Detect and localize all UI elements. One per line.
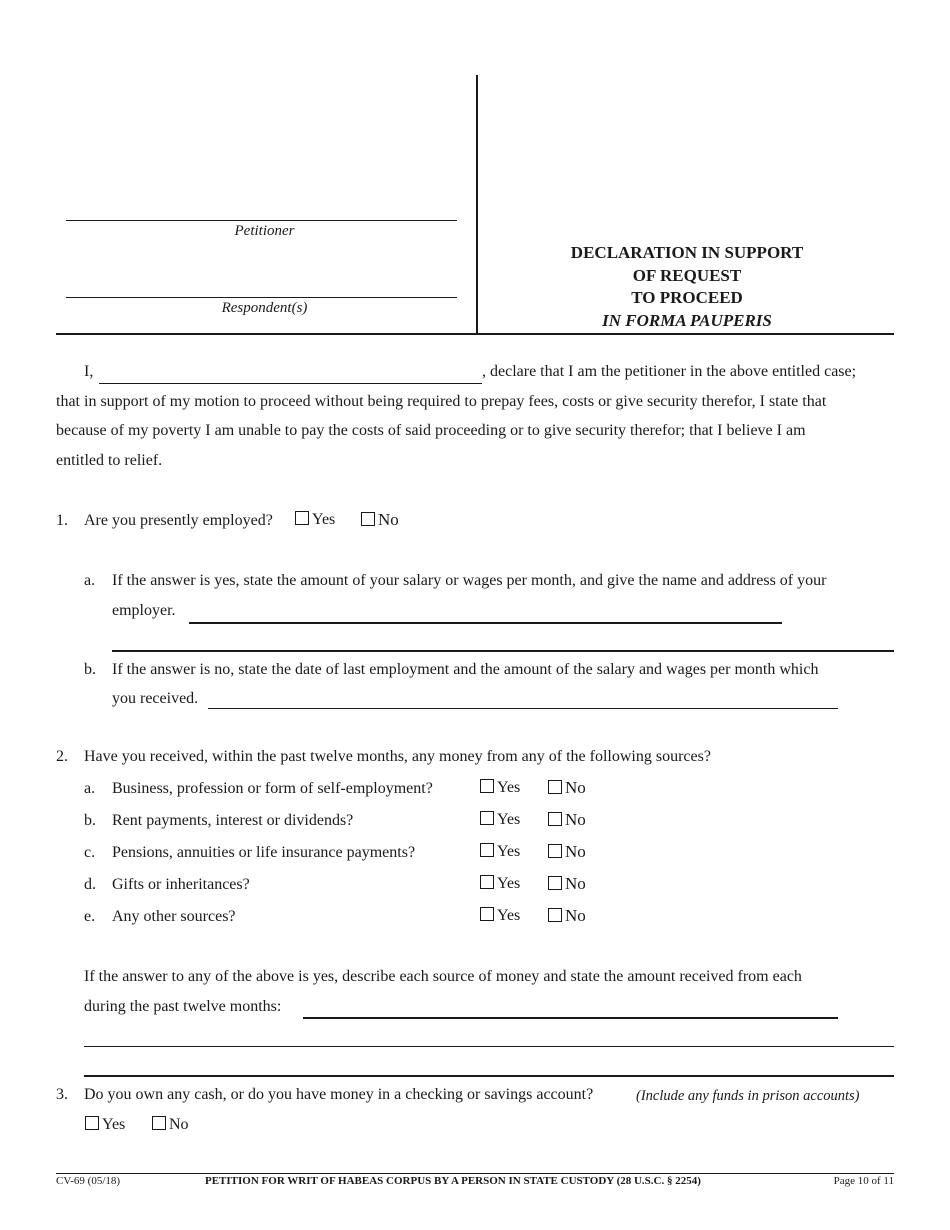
q2c-yes-checkbox[interactable] (480, 843, 494, 857)
q2d-no-checkbox[interactable] (548, 876, 562, 890)
declaration-line2: that in support of my motion to proceed without being required to prepay fees, costs or give security therefor, I state that (56, 393, 827, 410)
q2-item-letter: c. (84, 844, 96, 861)
q1a-letter: a. (84, 572, 96, 589)
q3-yes-checkbox[interactable] (85, 1116, 99, 1130)
q2-item-text: Pensions, annuities or life insurance payments? (112, 844, 416, 861)
q1b-last-employment-field[interactable] (208, 708, 838, 709)
q3-note: (Include any funds in prison accounts) (636, 1088, 860, 1104)
q3-no-checkbox[interactable] (152, 1116, 166, 1130)
q2a-yes-checkbox[interactable] (480, 779, 494, 793)
declaration-line3: because of my poverty I am unable to pay the costs of said proceeding or to give security therefor; that I believe I am (56, 422, 806, 439)
q2a-yes-label: Yes (497, 779, 521, 796)
q3-number: 3. (56, 1086, 68, 1103)
declaration-line1: , declare that I am the petitioner in the above entitled case; (482, 363, 857, 380)
respondent-label: Respondent(s) (221, 300, 308, 316)
q1a-employer-field-2[interactable] (112, 650, 894, 652)
q2e-yes-label: Yes (497, 907, 521, 924)
q2-sources-field[interactable] (303, 1017, 838, 1019)
q3-no-label: No (169, 1116, 189, 1133)
q2b-yes-option[interactable] (480, 810, 520, 830)
q1-no-checkbox[interactable] (361, 512, 375, 526)
q3-question: Do you own any cash, or do you have money in a checking or savings account? (84, 1086, 594, 1103)
q2-item-text: Rent payments, interest or dividends? (112, 812, 354, 829)
q1a-text-line1: If the answer is yes, state the amount of your salary or wages per month, and give the name and address of your (112, 572, 827, 589)
q2b-no-label: No (565, 810, 586, 829)
q2a-no-checkbox[interactable] (548, 780, 562, 794)
caption-bottom-rule (56, 333, 894, 335)
q1-no-option[interactable] (361, 510, 399, 530)
q1-yes-option[interactable] (295, 510, 335, 530)
q2-item-text: Gifts or inheritances? (112, 876, 250, 893)
q2-question: Have you received, within the past twelve months, any money from any of the following sources? (84, 748, 711, 765)
declaration-title-line4: IN FORMA PAUPERIS (602, 310, 772, 330)
q2-number: 2. (56, 748, 68, 765)
footer-rule (56, 1173, 894, 1174)
footer-title: PETITION FOR WRIT OF HABEAS CORPUS BY A PERSON IN STATE CUSTODY (28 U.S.C. § 2254) (205, 1175, 701, 1187)
q2c-no-option[interactable] (548, 842, 586, 862)
q2b-no-option[interactable] (548, 810, 586, 830)
q2c-yes-option[interactable] (480, 842, 520, 862)
q1-number: 1. (56, 512, 68, 529)
q2-item-text: Business, profession or form of self-employment? (112, 780, 433, 797)
q2c-yes-label: Yes (497, 843, 521, 860)
q1b-letter: b. (84, 661, 96, 678)
q2-item-letter: b. (84, 812, 96, 829)
q1a-text-line2: employer. (112, 602, 176, 619)
q1a-employer-field[interactable] (189, 622, 782, 624)
q2-followup-line2: during the past twelve months: (84, 998, 282, 1015)
q2d-no-label: No (565, 874, 586, 893)
q2a-no-option[interactable] (548, 778, 586, 798)
declaration-title-line1: DECLARATION IN SUPPORT (570, 243, 804, 262)
q2a-yes-option[interactable] (480, 778, 520, 798)
q3-no-option[interactable] (152, 1115, 189, 1135)
q2-followup-line1: If the answer to any of the above is yes, describe each source of money and state the amount received from each (84, 968, 802, 985)
q2e-yes-checkbox[interactable] (480, 907, 494, 921)
q2e-no-option[interactable] (548, 906, 586, 926)
q2c-no-label: No (565, 842, 586, 861)
q2c-no-checkbox[interactable] (548, 844, 562, 858)
declaration-lead: I, (84, 363, 94, 380)
q2e-no-checkbox[interactable] (548, 908, 562, 922)
q2d-yes-checkbox[interactable] (480, 875, 494, 889)
q1-question: Are you presently employed? (84, 512, 273, 529)
footer-form-code: CV-69 (05/18) (56, 1175, 121, 1187)
declaration-line4: entitled to relief. (56, 452, 163, 469)
q2a-no-label: No (565, 778, 586, 797)
q2d-yes-label: Yes (497, 875, 521, 892)
q2-sources-field-3[interactable] (84, 1075, 894, 1077)
footer-page-number: Page 10 of 11 (833, 1175, 894, 1187)
q1b-text-line2: you received. (112, 690, 199, 707)
q1-yes-checkbox[interactable] (295, 511, 309, 525)
petitioner-label: Petitioner (234, 223, 295, 239)
q2-item-text: Any other sources? (112, 908, 236, 925)
q3-yes-label: Yes (102, 1116, 126, 1133)
q1-no-label: No (378, 510, 399, 529)
q2-item-letter: d. (84, 876, 96, 893)
q2-item-letter: a. (84, 780, 96, 797)
declarant-name-field[interactable] (99, 383, 482, 384)
q3-yes-option[interactable] (85, 1115, 125, 1135)
q2d-yes-option[interactable] (480, 874, 520, 894)
q1b-text-line1: If the answer is no, state the date of last employment and the amount of the salary and wages per month which (112, 661, 819, 678)
q1-yes-label: Yes (312, 511, 336, 528)
q2d-no-option[interactable] (548, 874, 586, 894)
q2-sources-field-2[interactable] (84, 1046, 894, 1047)
q2b-yes-checkbox[interactable] (480, 811, 494, 825)
q2e-yes-option[interactable] (480, 906, 520, 926)
q2e-no-label: No (565, 906, 586, 925)
declaration-title-line3: TO PROCEED (631, 288, 743, 307)
q2b-no-checkbox[interactable] (548, 812, 562, 826)
q2-item-letter: e. (84, 908, 96, 925)
declaration-title-line2: OF REQUEST (632, 265, 742, 285)
q2b-yes-label: Yes (497, 811, 521, 828)
